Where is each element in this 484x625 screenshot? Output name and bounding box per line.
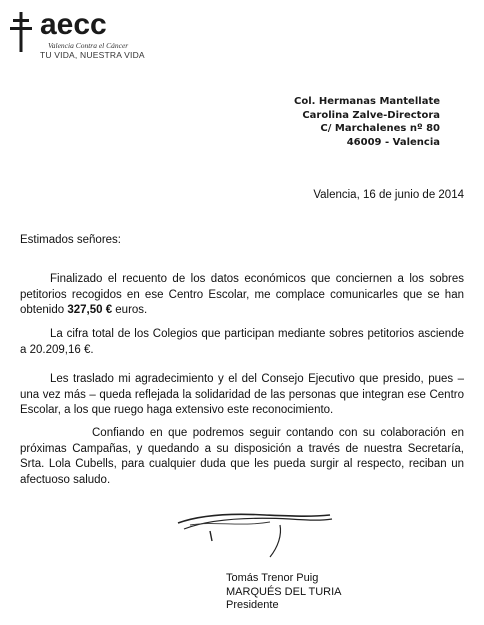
paragraph-3: Les traslado mi agradecimiento y el del Consejo Ejecutivo que presido, pues – una vez más – queda reflejada la solidaridad de las personas que integran ese Centro Escolar, a los que ruego haga extensivo este reconocimiento. (20, 373, 464, 416)
cross-of-lorraine-icon (10, 12, 32, 52)
signer-role: Presidente (226, 599, 279, 611)
logo-motto: TU VIDA, NUESTRA VIDA (40, 50, 145, 60)
paragraph-1-text: Finalizado el recuento de los datos económicos que conciernen a los sobres petitorios recogidos en ese Centro Escolar, me complace comunicarles que se han obtenido (20, 273, 464, 316)
logo-brand: aecc (40, 8, 107, 41)
paragraph-1 (20, 272, 464, 319)
paragraph-1-end: euros. (112, 304, 148, 316)
paragraph-4: Confiando en que podremos seguir contando con su colaboración en próximas Campañas, y quedando a su disposición a través de nuestra Secretaría, Srta. Lola Cubells, para cualquier duda que les pueda surgir al respecto, reciban un afectuoso saludo. (20, 427, 464, 486)
handwritten-signature (170, 505, 340, 565)
paragraph-2: La cifra total de los Colegios que participan mediante sobres petitorios asciende a 20.209,16 €. (20, 328, 464, 356)
address-line-4: 46009 - Valencia (346, 136, 440, 148)
logo-subtitle: Valencia Contra el Cáncer (48, 41, 129, 50)
signer-block (226, 572, 342, 613)
signer-title: MARQUÉS DEL TURIA (226, 585, 342, 598)
greeting: Estimados señores: (20, 234, 121, 246)
address-line-1: Col. Hermanas Mantellate (293, 96, 440, 107)
address-line-3: C/ Marchalenes nº 80 (320, 123, 440, 134)
signer-name: Tomás Trenor Puig (226, 572, 319, 584)
recipient-address (294, 95, 440, 149)
address-line-2: Carolina Zalve-Directora (302, 109, 440, 121)
letter-date: Valencia, 16 de junio de 2014 (313, 189, 464, 201)
amount-collected: 327,50 € (67, 304, 113, 316)
aecc-logo (10, 8, 170, 64)
